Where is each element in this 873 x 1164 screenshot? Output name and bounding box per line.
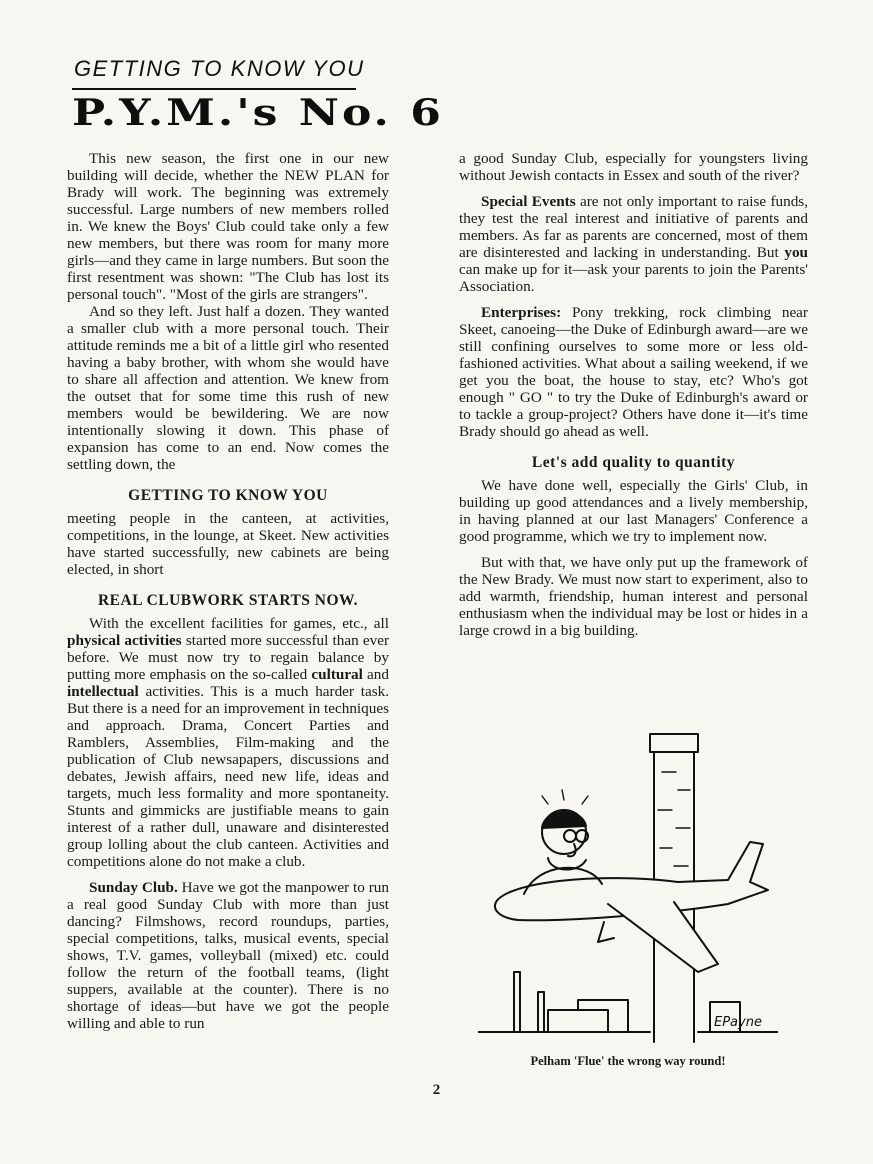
- kicker-underline: [72, 88, 356, 90]
- bold-run: you: [784, 244, 808, 261]
- paragraph: [459, 193, 808, 295]
- paragraph: This new season, the first one in our new building will decide, whether the NEW PLAN for Brady will work. The beginning was extremely successful. Large numbers of new members rolled in. We knew the Boys' Club could take only a few new members, but there was room for many more girls—and they came in large numbers. But soon the first resentment was shown: "The Club has lost its personal touch". "Most of the girls are strangers".: [67, 150, 389, 303]
- bold-run: intellectual: [67, 683, 139, 700]
- subheading: REAL CLUBWORK STARTS NOW.: [97, 592, 358, 609]
- page-headline: P.Y.M.'s No. 6: [72, 92, 444, 134]
- bold-run: Enterprises:: [481, 304, 562, 321]
- paragraph: But with that, we have only put up the framework of the New Brady. We must now start to experiment, also to add warmth, friendship, human interest and personal enthusiasm when the individual may be lost or hides in a large crowd in a big building.: [459, 554, 808, 639]
- paragraph: [67, 615, 389, 870]
- pilot-helmet: [542, 812, 586, 828]
- text-run: Pony trekking, rock climbing near Skeet, canoeing—the Duke of Edinburgh award—are we still confining ourselves to some more or less old-fashioned activities. What about a sailing weekend, if we get you the boat, the house to stay, etc? Who's got enough " GO " to try the Duke of Edinburgh's award or to tackle a group-project? Others have done it—it's time Brady should go ahead as well.: [459, 304, 808, 440]
- text-run: can make up for it—ask your parents to join the Parents' Association.: [459, 261, 808, 295]
- right-column: [459, 150, 808, 639]
- subheading: GETTING TO KNOW YOU: [128, 487, 328, 504]
- paragraph: [459, 304, 808, 440]
- text-run: and: [362, 666, 389, 683]
- paragraph: And so they left. Just half a dozen. They wanted a smaller club with a more personal touch. Their attitude reminds me a bit of a little girl who resented having a baby brother, with whom she would have to share all affection and attention. We knew from the outset that for some time this rush of new members would be bewildering. We are now intentionally slowing it down. This phase of expansion has come to an end. Now comes the settling down, the: [67, 303, 389, 473]
- text-run: started more successful than ever before. We must now try to regain balance by putting more emphasis on the so-called: [67, 632, 390, 683]
- plane-lower-wing: [598, 922, 614, 942]
- factory-building: [548, 1000, 628, 1032]
- bold-run: Special Events: [481, 193, 576, 210]
- cartoon-illustration: [478, 732, 778, 1044]
- bold-run: cultural: [311, 666, 363, 683]
- subheading: Let's add quality to quantity: [531, 454, 736, 471]
- text-run: are not only important to raise funds, they test the real interest and initiative of parents and members. As far as parents are concerned, most of them are disinterested and lacking in understanding. But: [459, 193, 808, 261]
- text-run: With the excellent facilities for games, etc., all: [89, 615, 389, 632]
- paragraph: a good Sunday Club, especially for youngsters living without Jewish contacts in Essex and south of the river?: [459, 150, 808, 184]
- cartoon-caption: Pelham 'Flue' the wrong way round!: [530, 1054, 726, 1068]
- page-number: 2: [432, 1082, 441, 1098]
- surprise-lines: [542, 790, 588, 804]
- bold-run: physical activities: [67, 632, 182, 649]
- bold-run: Sunday Club.: [89, 879, 178, 896]
- chimney-top: [650, 734, 698, 752]
- paragraph: [67, 879, 389, 1032]
- section-kicker: GETTING TO KNOW YOU: [74, 56, 365, 81]
- paragraph: meeting people in the canteen, at activities, competitions, in the lounge, at Skeet. New activities have started successfully, new cabinets are being elected, in short: [67, 510, 389, 578]
- plane-wing: [608, 902, 718, 972]
- artist-signature: EPayne: [714, 1015, 762, 1030]
- text-run: Have we got the manpower to run a real good Sunday Club with more than just dancing? Filmshows, record roundups, parties, special competitions, talks, musical events, special shows, T.V. games, volleyball (mixed) etc. could follow the return of the football teams, (light suppers, available at the counter). There is no shortage of ideas—but have we got the people willing and able to run: [67, 879, 389, 1032]
- paragraph: We have done well, especially the Girls' Club, in building up good attendances and a lively membership, in having planned at our last Managers' Conference a good programme, which we try to implement now.: [459, 477, 808, 545]
- text-run: activities. This is a much harder task. But there is a need for an improvement in techniques and approach. Drama, Concert Parties and Ramblers, Assemblies, Film-making and the publication of Club newsapapers, discussions and debates, Jewish affairs, need new life, ideas and targets, much less formality and more spontaneity. Stunts and gimmicks are justifiable means to gain interest of a rather dull, unaware and disinterested group lolling about the club canteen. Activities and competitions alone do not make a club.: [67, 683, 389, 870]
- factory-chimneys: [514, 972, 544, 1032]
- left-column: [67, 150, 389, 1032]
